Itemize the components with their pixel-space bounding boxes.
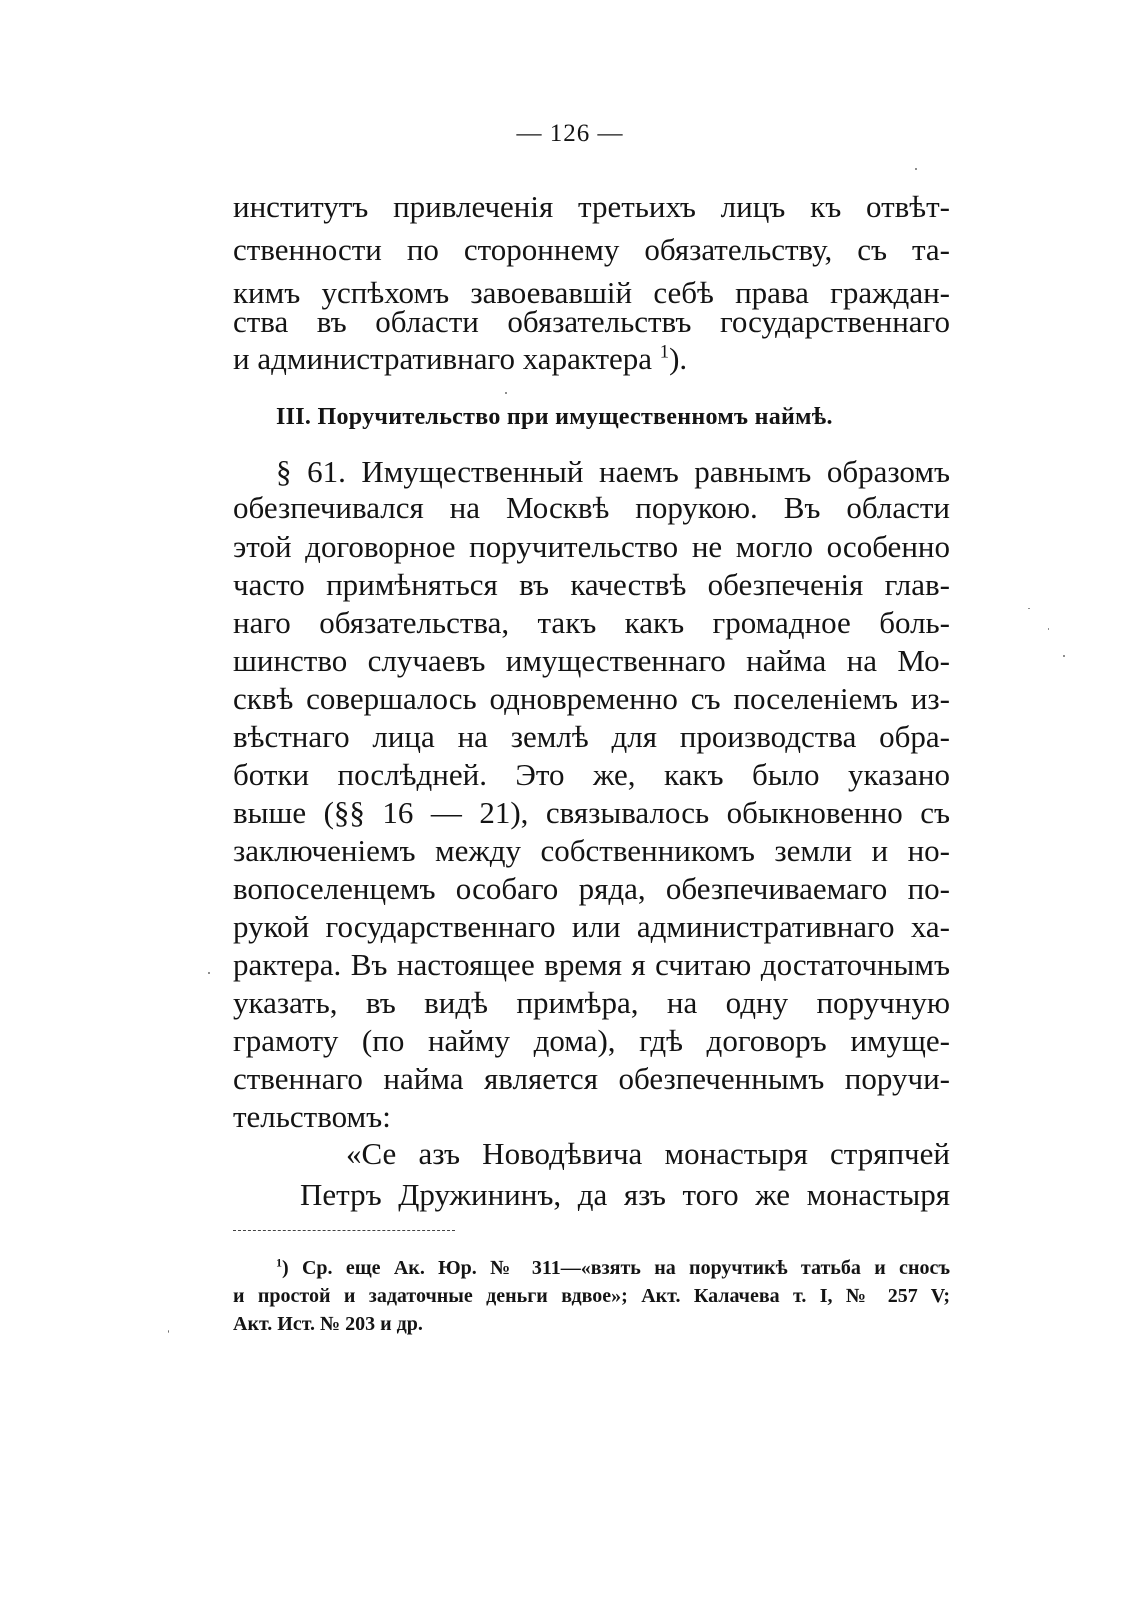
text-line: сквѣ совершалось одновременно съ поселеніемъ из-: [233, 681, 950, 716]
section-heading: III. Поручительство при имущественномъ наймѣ.: [276, 404, 833, 430]
scan-speck: [505, 392, 507, 394]
text-line: § 61. Имущественный наемъ равнымъ образомъ: [276, 454, 950, 489]
text-line: кимъ успѣхомъ завоевавшій себѣ права граждан-: [233, 275, 950, 310]
text-line: вѣстнаго лица на землѣ для производства обра-: [233, 719, 950, 754]
text-line-last: [233, 339, 950, 379]
footnote-reference: 1: [659, 341, 670, 363]
quote-line: «Се азъ Новодѣвича монастыря стряпчей: [346, 1136, 950, 1171]
text-line: ства въ области обязательствъ государственнаго: [233, 304, 950, 339]
text-line: заключеніемъ между собственникомъ земли и но-: [233, 833, 950, 868]
scan-speck: [168, 1330, 169, 1333]
footnote-line: [276, 1254, 950, 1282]
text-line: указать, въ видѣ примѣра, на одну поручную: [233, 985, 950, 1020]
footnote-separator: [233, 1230, 455, 1231]
text-line: институтъ привлеченія третьихъ лицъ къ отвѣт-: [233, 189, 950, 224]
text-line: ботки послѣдней. Это же, какъ было указано: [233, 757, 950, 792]
scan-speck: [915, 168, 917, 170]
text-line: шинство случаевъ имущественнаго найма на Мо-: [233, 643, 950, 678]
page-number: — 126 —: [516, 120, 624, 147]
text-line: обезпечивался на Москвѣ порукою. Въ области: [233, 490, 950, 525]
scan-speck: [1063, 655, 1065, 657]
closing-punctuation: ).: [669, 341, 688, 376]
footnote-text: ) Ср. еще Ак. Юр. № 311—«взять на поручтикѣ татьба и сносъ: [282, 1257, 950, 1279]
text-line: наго обязательства, такъ какъ громадное боль-: [233, 605, 950, 640]
text-line: ственности по стороннему обязательству, съ та-: [233, 232, 950, 267]
text-line: тельствомъ:: [233, 1099, 391, 1134]
scan-speck: [1028, 608, 1030, 609]
footnote-line: Акт. Ист. № 203 и др.: [233, 1313, 423, 1335]
text-line: часто примѣняться въ качествѣ обезпеченія глав-: [233, 567, 950, 602]
text-line: вопоселенцемъ особаго ряда, обезпечиваемаго по-: [233, 871, 950, 906]
text-line: выше (§§ 16 — 21), связывалось обыкновенно съ: [233, 795, 950, 830]
scan-speck: [208, 972, 210, 974]
footnote-line: и простой и задаточные деньги вдвое»; Акт. Калачева т. I, № 257 V;: [233, 1285, 950, 1307]
text-line: грамоту (по найму дома), гдѣ договоръ имуще-: [233, 1023, 950, 1058]
text-line: и административнаго характера: [233, 341, 653, 376]
text-line: рактера. Въ настоящее время я считаю достаточнымъ: [233, 947, 950, 982]
text-line: этой договорное поручительство не могло особенно: [233, 529, 950, 564]
text-line: ственнаго найма является обезпеченнымъ поручи-: [233, 1061, 950, 1096]
text-line: рукой государственнаго или административнаго ха-: [233, 909, 950, 944]
quote-line: Петръ Дружининъ, да язъ того же монастыря: [300, 1177, 950, 1212]
footnote-marker: 1: [276, 1255, 282, 1270]
scan-speck: [1048, 628, 1049, 630]
